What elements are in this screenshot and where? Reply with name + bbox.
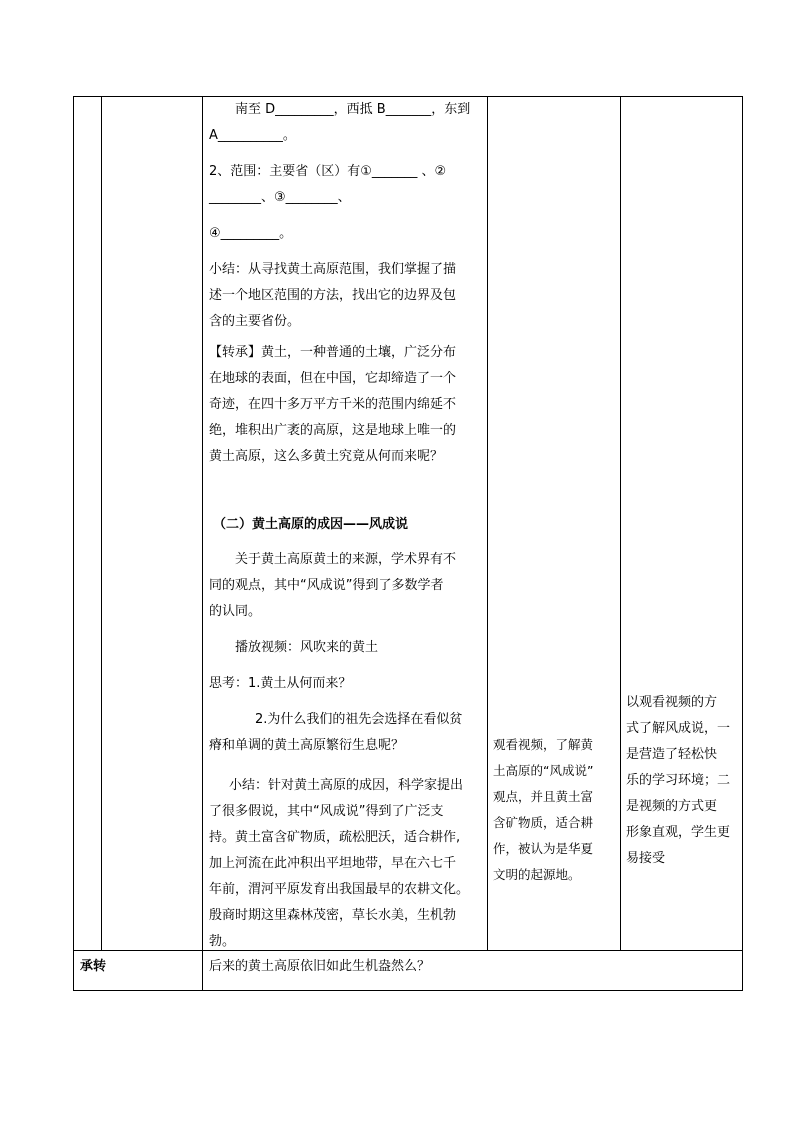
student-activity-line: 作，被认为是华夏 <box>493 841 594 856</box>
summary-2-line: 持。黄土富含矿物质，疏松肥沃，适合耕作, <box>209 830 461 845</box>
summary-2-line: 小结：针对黄土高原的成因，科学家提出 <box>229 778 464 793</box>
col-divider-4 <box>620 96 621 951</box>
design-intent-line: 乐的学习环境；二 <box>626 773 731 788</box>
student-activity-line: 观点，并且黄土富 <box>493 789 594 804</box>
col-divider-1 <box>101 96 102 951</box>
intro-line: 的认同。 <box>209 604 262 619</box>
table-right-border <box>742 96 743 991</box>
transition-question: 后来的黄土高原依旧如此生机盎然么？ <box>209 959 431 974</box>
design-intent-cell <box>626 690 738 872</box>
summary-1-line: 述一个地区范围的方法，找出它的边界及包 <box>209 288 457 303</box>
design-intent-line: 是营造了轻松快 <box>626 747 718 762</box>
boundary-line: 南至 D_________，西抵 B_______，东到 <box>235 102 471 117</box>
summary-2-line: 勃。 <box>209 934 236 949</box>
section-title: （二）黄土高原的成因——风成说 <box>213 517 409 532</box>
summary-2-line: 了很多假说，其中“风成说”得到了广泛支 <box>209 804 444 819</box>
transition-line: 黄土高原，这么多黄土究竟从何而来呢？ <box>209 449 444 464</box>
design-intent-line: 易接受 <box>626 851 666 866</box>
intro-line: 关于黄土高原黄土的来源，学术界有不 <box>235 552 457 567</box>
design-intent-line: 以观看视频的方 <box>626 695 718 710</box>
scope-line-end: ④_________。 <box>209 226 293 241</box>
boundary-line-cont: A__________。 <box>209 128 296 143</box>
think-question-1: 思考：1.黄土从何而来？ <box>209 676 352 691</box>
student-activity-line: 土高原的“风成说” <box>493 763 594 778</box>
summary-1-line: 小结：从寻找黄土高原范围，我们掌握了描 <box>209 262 457 277</box>
student-activity-line: 文明的起源地。 <box>493 867 581 882</box>
intro-line: 同的观点，其中“风成说”得到了多数学者 <box>209 578 444 593</box>
transition-line: 绝，堆积出广袤的高原，这是地球上唯一的 <box>209 423 457 438</box>
summary-2-line: 加上河流在此冲积出平坦地带，早在六七千 <box>209 856 457 871</box>
summary-2-line: 殷商时期这里森林茂密，草长水美，生机勃 <box>209 908 457 923</box>
table-bottom-border <box>73 990 743 991</box>
table-left-border <box>73 96 74 991</box>
scope-line-cont: ________、③________、 <box>209 190 351 205</box>
summary-2-line: 年前，渭河平原发育出我国最早的农耕文化。 <box>209 882 470 897</box>
stage-label: 承转 <box>80 959 107 974</box>
summary-1-line: 含的主要省份。 <box>209 314 301 329</box>
student-activity-line: 含矿物质，适合耕 <box>493 815 594 830</box>
design-intent-line: 式了解风成说，一 <box>626 721 731 736</box>
col-divider-2 <box>202 96 203 991</box>
think-question-2-cont: 瘠和单调的黄土高原繁衍生息呢？ <box>209 738 405 753</box>
design-intent-line: 形象直观，学生更 <box>626 825 731 840</box>
video-line: 播放视频：风吹来的黄土 <box>235 640 379 655</box>
student-activity-cell <box>493 732 615 888</box>
scope-line: 2、范围：主要省（区）有①_______ 、② <box>209 164 447 179</box>
col-divider-3 <box>487 96 488 951</box>
transition-line: 在地球的表面，但在中国，它却缔造了一个 <box>209 371 457 386</box>
student-activity-line: 观看视频，了解黄 <box>493 737 594 752</box>
think-question-2: 2.为什么我们的祖先会选择在看似贫 <box>255 712 463 727</box>
transition-line: 奇迹，在四十多万平方千米的范围内绵延不 <box>209 397 457 412</box>
transition-line: 【转承】黄土，一种普通的土壤，广泛分布 <box>209 345 457 360</box>
design-intent-line: 是视频的方式更 <box>626 799 718 814</box>
